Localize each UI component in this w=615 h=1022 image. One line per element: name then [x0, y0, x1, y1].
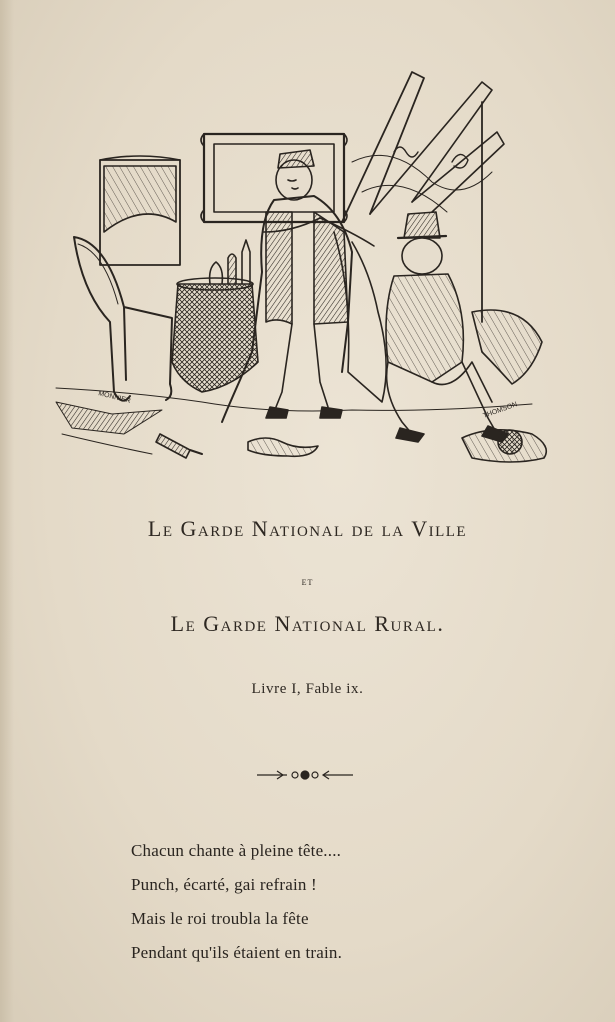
heading-conjunction: et — [301, 574, 314, 588]
verse-line: Chacun chante à pleine tête.... — [131, 841, 342, 860]
heading-line-2: Le Garde National Rural. — [170, 611, 445, 636]
verse-line: Mais le roi troubla la fête — [131, 909, 309, 928]
fable-reference: Livre I, Fable ix. — [251, 681, 364, 697]
ornament-divider-icon — [255, 766, 355, 784]
artist-signature-left: MONNIER — [97, 390, 132, 405]
verse-stanza — [131, 834, 531, 970]
heading-line-1: Le Garde National de la Ville — [147, 516, 468, 541]
verse-line: Punch, écarté, gai refrain ! — [131, 875, 317, 894]
verse-line: Pendant qu'ils étaient en train. — [131, 943, 343, 962]
engraver-signature-right: THOMSON — [482, 401, 519, 420]
engraving-illustration — [52, 62, 564, 472]
